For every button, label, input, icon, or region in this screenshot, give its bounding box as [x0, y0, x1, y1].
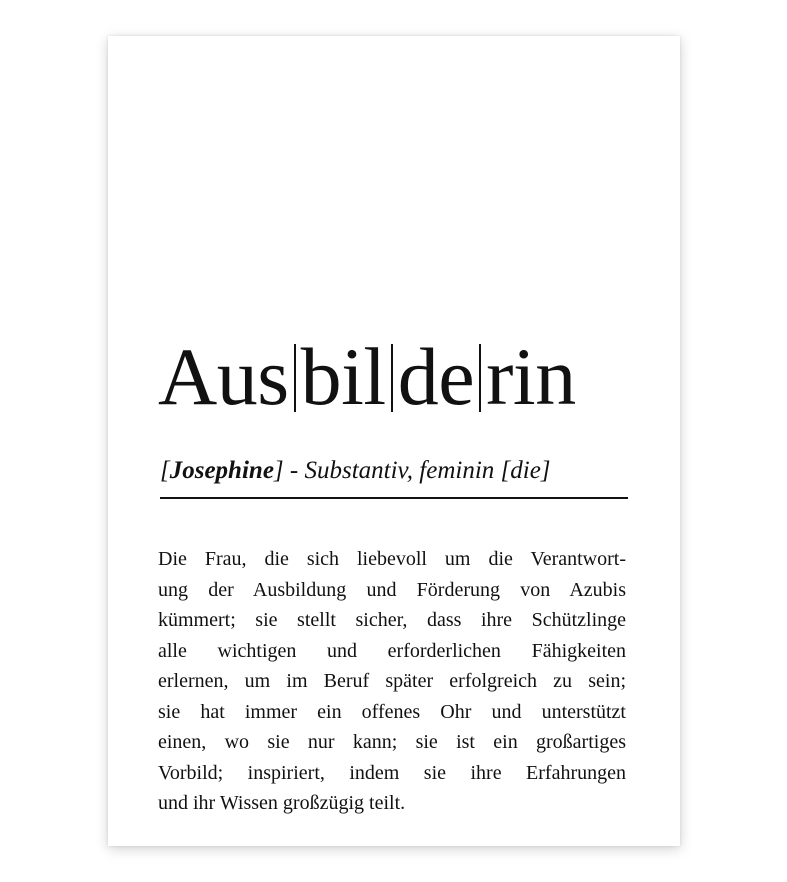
headword-title [158, 331, 638, 422]
word-class: ] - Substantiv, feminin [die] [273, 457, 551, 484]
definition-line: erlernen, um im Beruf später erfolgreich zu sein; [158, 670, 626, 692]
definition-line: und ihr Wissen großzügig teilt. [158, 792, 406, 814]
syllable-separator [391, 344, 393, 412]
headword-syllable: de [397, 331, 475, 422]
headword-syllable: rin [486, 331, 576, 422]
syllable-separator [294, 344, 296, 412]
definition-line: einen, wo sie nur kann; sie ist ein großartiges [158, 731, 626, 753]
definition-line: alle wichtigen und erforderlichen Fähigkeiten [158, 639, 626, 662]
headword-syllable: bil [300, 331, 386, 422]
headword-syllable: Aus [158, 331, 289, 422]
definition-line: Vorbild; inspiriert, indem sie ihre Erfahrungen [158, 761, 626, 784]
poster-card [108, 36, 680, 846]
person-name: Josephine [169, 457, 274, 484]
open-bracket: [ [160, 457, 170, 484]
definition-line: ung der Ausbildung und Förderung von Azubis [158, 578, 626, 601]
syllable-separator [479, 344, 481, 412]
definition-line: Die Frau, die sich liebevoll um die Verantwort- [158, 548, 626, 570]
pronunciation-line [160, 456, 630, 486]
definition-line: sie hat immer ein offenes Ohr und unterstützt [158, 700, 626, 723]
definition-line: kümmert; sie stellt sicher, dass ihre Schützlinge [158, 609, 626, 631]
definition-text [158, 544, 626, 819]
divider-rule [160, 497, 628, 499]
